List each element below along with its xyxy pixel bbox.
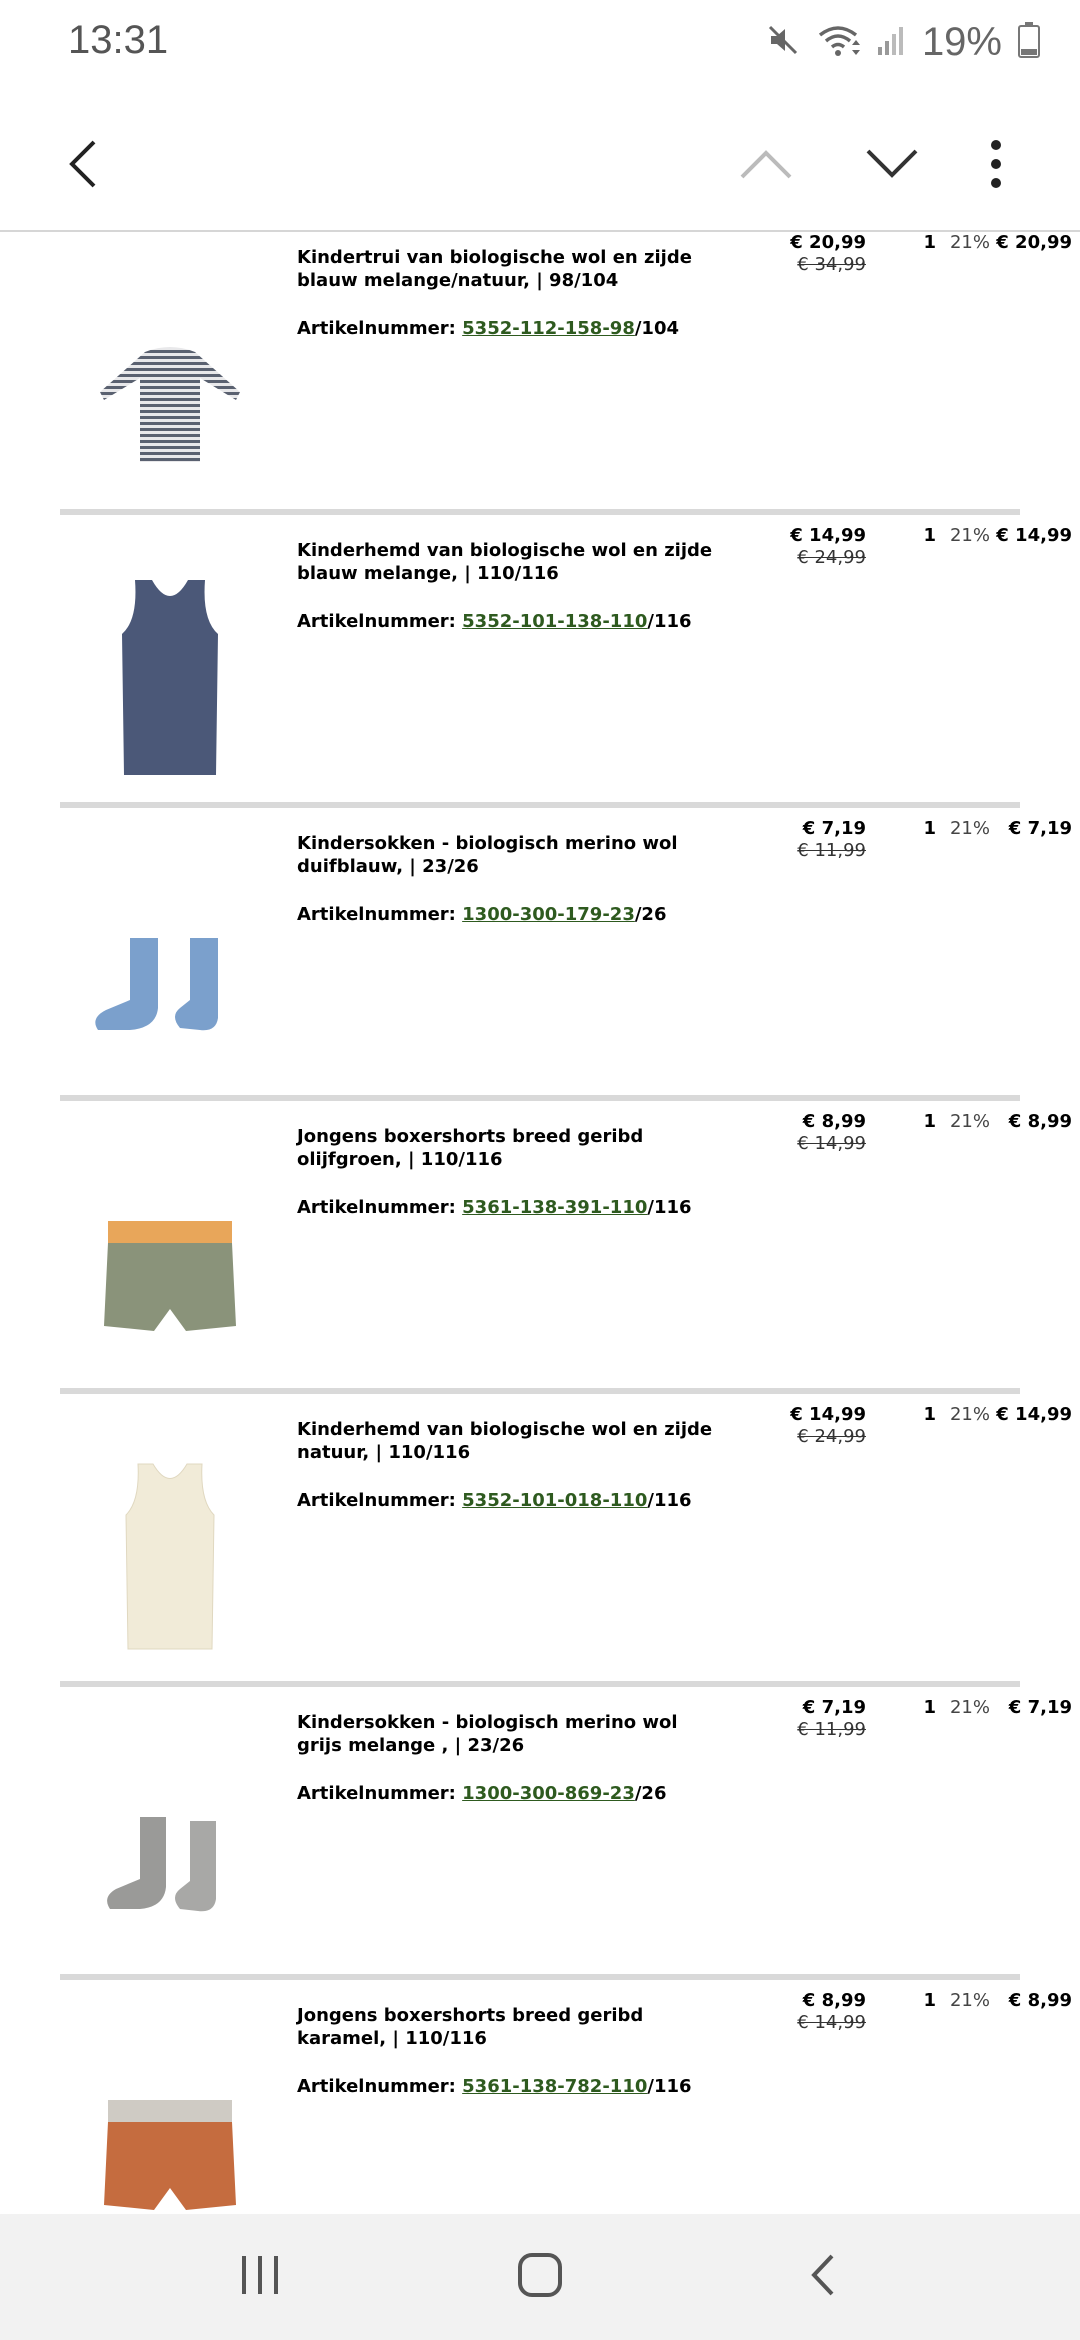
chevron-down-icon [864, 147, 920, 186]
list-item [60, 1404, 1072, 1697]
battery-percentage: 19% [921, 19, 1002, 64]
quantity: 1 [923, 232, 936, 253]
article-number-link[interactable]: 5352-101-018-110 [462, 1490, 648, 1511]
article-number-link[interactable]: 5352-112-158-98 [462, 318, 635, 339]
article-number: Artikelnummer: 5352-112-158-98/104 [297, 318, 680, 339]
old-price: € 11,99 [797, 1719, 866, 1740]
product-image[interactable] [60, 1111, 280, 1391]
list-item [60, 1111, 1072, 1404]
product-title: Kinderhemd van biologische wol en zijde blauw melange, | 110/116 [297, 540, 713, 584]
quantity: 1 [923, 818, 936, 839]
product-title: Jongens boxershorts breed geribd karamel, | 110/116 [297, 2005, 644, 2049]
list-item [60, 1990, 1072, 2214]
article-number-link[interactable]: 5352-101-138-110 [462, 611, 648, 632]
vat-rate: 21% [949, 1697, 990, 1718]
product-title: Kindersokken - biologisch merino wol duifblauw, | 23/26 [297, 833, 678, 877]
list-item [60, 525, 1072, 818]
status-time: 13:31 [68, 18, 169, 62]
product-image[interactable] [60, 1990, 280, 2214]
list-item [60, 1697, 1072, 1990]
product-image[interactable] [60, 1697, 280, 1977]
old-price: € 24,99 [797, 1426, 866, 1447]
price: € 14,99 € 24,99 [740, 525, 866, 569]
back-arrow-icon [64, 136, 104, 197]
article-number-link[interactable]: 5361-138-782-110 [462, 2076, 648, 2097]
back-button[interactable] [44, 126, 124, 206]
article-number-link[interactable]: 5361-138-391-110 [462, 1197, 648, 1218]
list-item [60, 232, 1072, 525]
product-image[interactable] [60, 232, 280, 512]
article-number: Artikelnummer: 5361-138-391-110/116 [297, 1197, 692, 1218]
product-title: Kindertrui van biologische wol en zijde blauw melange/natuur, | 98/104 [297, 247, 692, 291]
article-number: Artikelnummer: 1300-300-869-23/26 [297, 1783, 667, 1804]
mute-icon [766, 23, 800, 62]
line-total: € 20,99 [996, 232, 1072, 253]
next-button[interactable] [852, 126, 932, 206]
divider [60, 1095, 1020, 1101]
quantity: 1 [923, 525, 936, 546]
more-vert-icon [990, 139, 1002, 194]
line-total: € 8,99 [1008, 1990, 1072, 2011]
price: € 20,99 € 34,99 [740, 232, 866, 276]
article-number: Artikelnummer: 1300-300-179-23/26 [297, 904, 667, 925]
line-total: € 7,19 [1008, 1697, 1072, 1718]
list-item [60, 818, 1072, 1111]
product-image[interactable] [60, 1404, 280, 1684]
product-title: Kindersokken - biologisch merino wol grijs melange , | 23/26 [297, 1712, 678, 1756]
battery-icon [1018, 22, 1040, 63]
article-number-link[interactable]: 1300-300-179-23 [462, 904, 635, 925]
wifi-icon [816, 23, 860, 62]
old-price: € 14,99 [797, 1133, 866, 1154]
order-items-list[interactable] [0, 232, 1080, 2214]
quantity: 1 [923, 1404, 936, 1425]
divider [60, 802, 1020, 808]
toolbar [0, 86, 1080, 232]
product-title: Kinderhemd van biologische wol en zijde natuur, | 110/116 [297, 1419, 713, 1463]
system-navigation-bar [0, 2214, 1080, 2340]
old-price: € 11,99 [797, 840, 866, 861]
line-total: € 7,19 [1008, 818, 1072, 839]
price: € 7,19 € 11,99 [740, 1697, 866, 1741]
home-icon [517, 2252, 563, 2303]
vat-rate: 21% [949, 1990, 990, 2011]
divider [60, 1388, 1020, 1394]
signal-icon [876, 23, 906, 62]
chevron-up-icon [738, 147, 794, 186]
recent-apps-button[interactable] [215, 2242, 305, 2312]
article-number: Artikelnummer: 5352-101-138-110/116 [297, 611, 692, 632]
price: € 8,99 € 14,99 [740, 1111, 866, 1155]
status-icons [766, 18, 1040, 66]
price: € 14,99 € 24,99 [740, 1404, 866, 1448]
vat-rate: 21% [949, 232, 990, 253]
nav-back-icon [808, 2252, 838, 2303]
home-button[interactable] [495, 2242, 585, 2312]
product-image[interactable] [60, 525, 280, 805]
vat-rate: 21% [949, 818, 990, 839]
article-number-link[interactable]: 1300-300-869-23 [462, 1783, 635, 1804]
price: € 8,99 € 14,99 [740, 1990, 866, 2034]
old-price: € 14,99 [797, 2012, 866, 2033]
quantity: 1 [923, 1990, 936, 2011]
line-total: € 8,99 [1008, 1111, 1072, 1132]
price: € 7,19 € 11,99 [740, 818, 866, 862]
system-back-button[interactable] [778, 2242, 868, 2312]
old-price: € 24,99 [797, 547, 866, 568]
product-title: Jongens boxershorts breed geribd olijfgroen, | 110/116 [297, 1126, 644, 1170]
recent-apps-icon [238, 2254, 282, 2301]
previous-button[interactable] [726, 126, 806, 206]
vat-rate: 21% [949, 1404, 990, 1425]
divider [60, 1974, 1020, 1980]
article-number: Artikelnummer: 5361-138-782-110/116 [297, 2076, 692, 2097]
vat-rate: 21% [949, 1111, 990, 1132]
line-total: € 14,99 [996, 1404, 1072, 1425]
status-bar [0, 0, 1080, 86]
line-total: € 14,99 [996, 525, 1072, 546]
divider [60, 509, 1020, 515]
quantity: 1 [923, 1697, 936, 1718]
article-number: Artikelnummer: 5352-101-018-110/116 [297, 1490, 692, 1511]
old-price: € 34,99 [797, 254, 866, 275]
more-options-button[interactable] [956, 126, 1036, 206]
quantity: 1 [923, 1111, 936, 1132]
product-image[interactable] [60, 818, 280, 1098]
divider [60, 1681, 1020, 1687]
vat-rate: 21% [949, 525, 990, 546]
